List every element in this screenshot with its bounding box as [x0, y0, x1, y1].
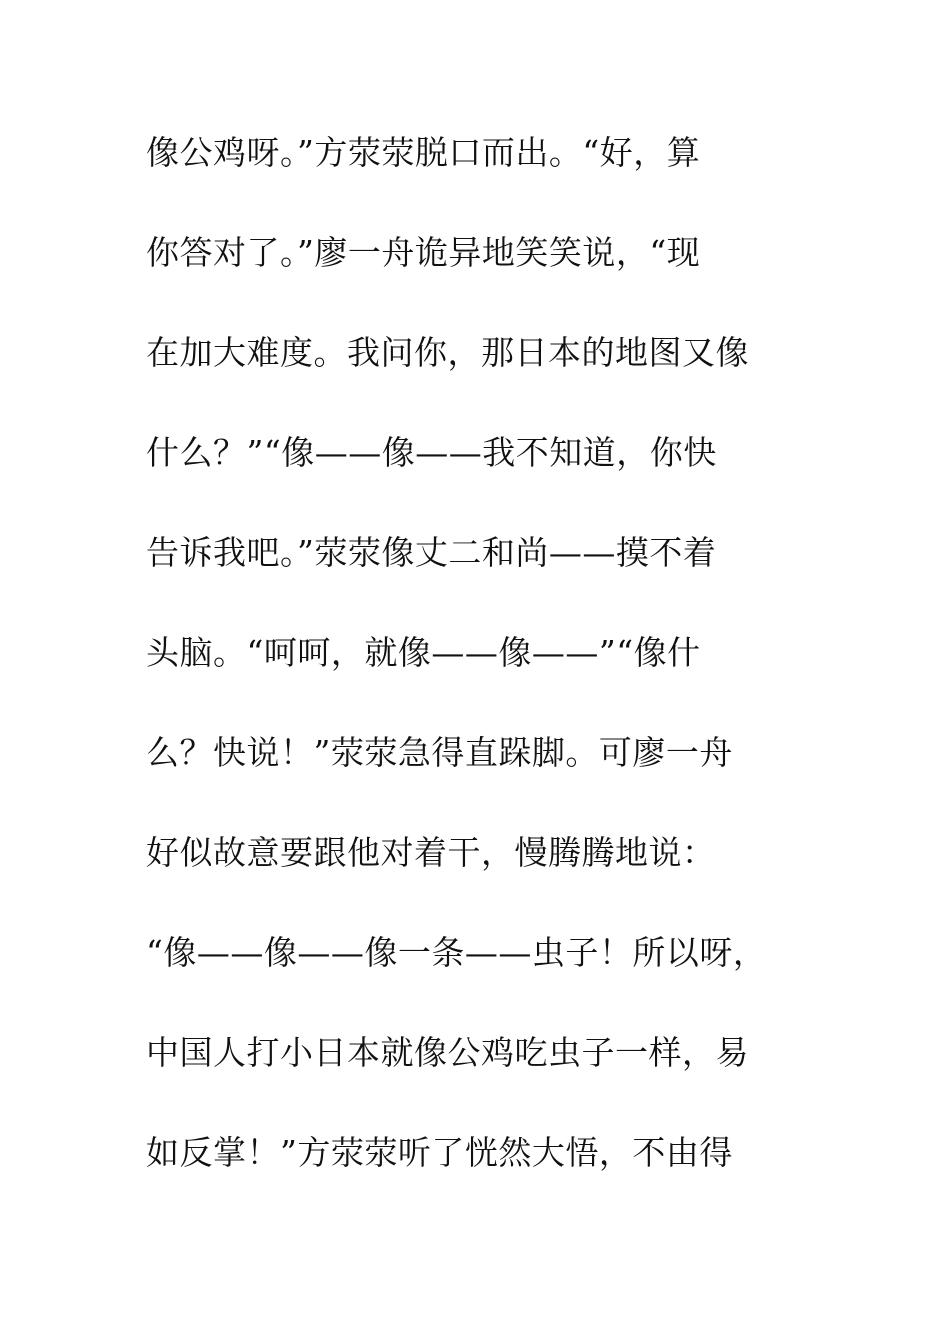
text-line: 么？快说！”荥荥急得直跺脚。可廖一舟: [146, 733, 733, 772]
text-line: 像公鸡呀。”方荥荥脱口而出。“好，算: [146, 133, 701, 172]
text-line: 如反掌！”方荥荥听了恍然大悟，不由得: [146, 1133, 733, 1172]
text-line: 好似故意要跟他对着干，慢腾腾地说：: [146, 833, 716, 872]
text-line: 告诉我吧。”荥荥像丈二和尚——摸不着: [146, 533, 717, 572]
text-line: 中国人打小日本就像公鸡吃虫子一样，易: [146, 1033, 749, 1072]
text-line: “像——像——像一条——虫子！所以呀，: [146, 933, 767, 972]
text-line: 你答对了。”廖一舟诡异地笑笑说，“现: [146, 233, 701, 272]
text-line: 什么？”“像——像——我不知道，你快: [146, 433, 717, 472]
body-text: [146, 128, 806, 1228]
text-line: 在加大难度。我问你，那日本的地图又像: [146, 333, 749, 372]
text-line: 头脑。“呵呵，就像——像——”“像什: [146, 633, 701, 672]
